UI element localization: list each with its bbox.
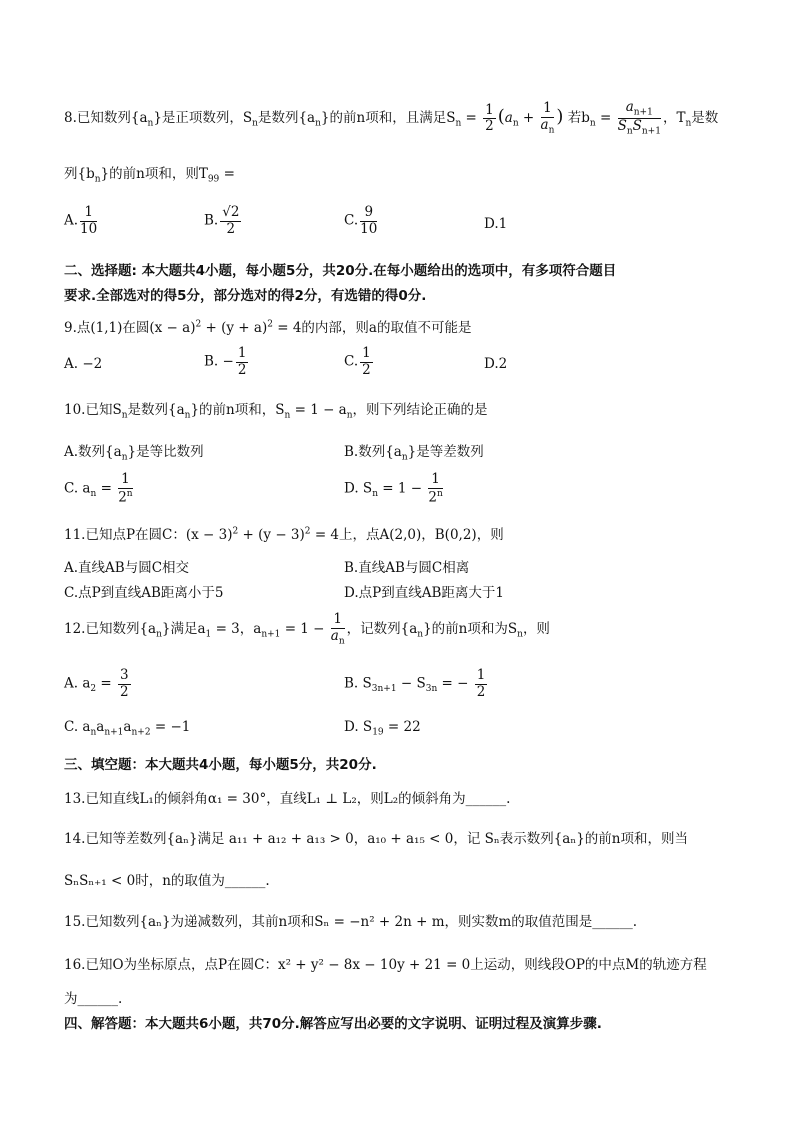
q11-stem: 11.已知点P在圆C：$(x - 3)^2 + (y - 3)^2 = 4$上，点A(2,0)，B(0,2)，则 xyxy=(64,526,504,543)
q8-option-d: D.1 xyxy=(484,216,508,232)
q10-option-d: D. $S_n = 1$ − $\frac{1}{2^n}$ xyxy=(344,471,443,506)
q12-stem: 12.已知数列$\{a_n\}$满足$a_1 = 3$，$a_{n+1} = 1$ − $\frac{1}{a_n}$ ，记数列$\{a_n\}$的前n项和为$S_n$，则 xyxy=(64,611,550,647)
q12-option-d: D. $S_{19} = 22$ xyxy=(344,719,421,738)
q10-option-a: A.数列$\{a_n\}$是等比数列 xyxy=(64,444,204,463)
q9-stem: 9.点(1,1)在圆$(x - a)^2 + (y + a)^2 = 4$的内部，则a的取值不可能是 xyxy=(64,319,472,336)
q13-stem: 13.已知直线L₁的倾斜角α₁ = 30°，直线L₁ ⊥ L₂，则L₂的倾斜角为______. xyxy=(64,791,511,807)
q8-option-b: B. $\frac{√2}{2}$ xyxy=(204,204,240,237)
section2-heading-line2: 要求.全部选对的得5分，部分选对的得2分，有选错的得0分. xyxy=(64,288,427,304)
q14-line1: 14.已知等差数列{aₙ}满足 a₁₁ + a₁₂ + a₁₃ > 0，a₁₀ + a₁₅ < 0，记 Sₙ表示数列{aₙ}的前n项和，则当 xyxy=(64,831,688,847)
q16-line1: 16.已知O为坐标原点，点P在圆C：x² + y² − 8x − 10y + 21 = 0上运动，则线段OP的中点M的轨迹方程 xyxy=(64,957,707,973)
q12-option-a: A. $a_2$ = $\frac{3}{2}$ xyxy=(64,667,129,700)
q14-line2: SₙSₙ₊₁ < 0时，n的取值为______. xyxy=(64,873,270,889)
q8-option-c: C. $\frac{9}{10}$ xyxy=(344,204,378,237)
q10-option-b: B.数列$\{a_n\}$是等差数列 xyxy=(344,444,484,463)
q15-stem: 15.已知数列{aₙ}为递减数列，其前n项和Sₙ = −n² + 2n + m，则实数m的取值范围是______. xyxy=(64,914,638,930)
q11-option-a: A.直线AB与圆C相交 xyxy=(64,560,190,576)
q9-option-c: C. $\frac{1}{2}$ xyxy=(344,345,371,378)
section2-heading-line1: 二、选择题: 本大题共4小题，每小题5分，共20分.在每小题给出的选项中，有多项符合题目 xyxy=(64,263,617,279)
section4-heading: 四、解答题：本大题共6小题，共70分.解答应写出必要的文字说明、证明过程及演算步骤. xyxy=(64,1016,602,1032)
q8-line2: 列$\{b_n\}$的前n项和，则$T_{99}$ = xyxy=(64,166,235,185)
q11-option-d: D.点P到直线AB距离大于1 xyxy=(344,585,504,601)
q11-option-c: C.点P到直线AB距离小于5 xyxy=(64,585,224,601)
q12-option-c: C. $a_na_{n+1}a_{n+2} = -1$ xyxy=(64,719,191,738)
q10-stem: 10.已知$S_n$是数列$\{a_n\}$的前n项和，$S_n = 1 - a_n$，则下列结论正确的是 xyxy=(64,402,488,421)
q12-option-b: B. $S_{3n+1} - S_{3n}$ = − $\frac{1}{2}$ xyxy=(344,667,486,700)
q16-line2: 为______. xyxy=(64,991,123,1007)
q11-option-b: B.直线AB与圆C相离 xyxy=(344,560,470,576)
section3-heading: 三、填空题：本大题共4小题，每小题5分，共20分. xyxy=(64,757,377,773)
q9-option-a: A. −2 xyxy=(64,356,103,372)
q9-option-b: B. − $\frac{1}{2}$ xyxy=(204,345,247,378)
q8-option-a: A. $\frac{1}{10}$ xyxy=(64,204,98,237)
q8-line1: 8.已知数列$\{a_n\}$是正项数列，$S_n$是数列$\{a_n\}$的前n项和，且满足$S_n$ = $\frac{1}{2}$ ($a_n$ + $\frac{1}{a_n}$ ) 若$b_n$ = $\frac{a_{n+1}}{S_nS_{n+1}}$ ，$T_n$是数 xyxy=(64,99,719,137)
q10-option-c: C. $a_n$ = $\frac{1}{2^n}$ xyxy=(64,471,133,506)
q9-option-d: D.2 xyxy=(484,356,508,372)
